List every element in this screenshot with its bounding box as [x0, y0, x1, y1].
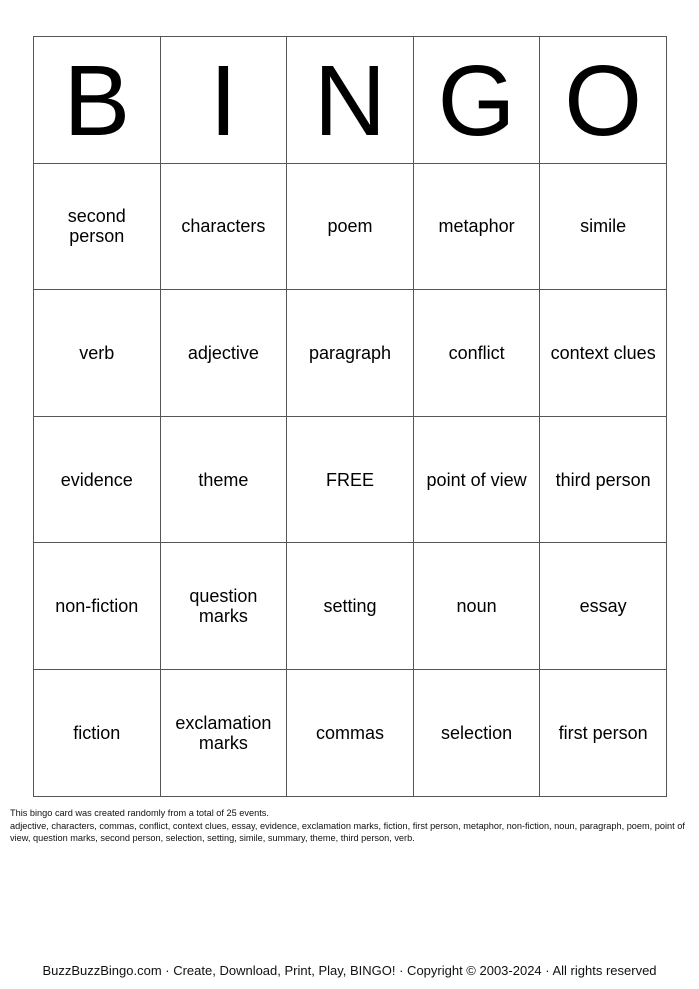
card-cell: paragraph: [287, 290, 414, 417]
header-letter-g: G: [413, 37, 540, 164]
card-cell: verb: [34, 290, 161, 417]
card-cell: fiction: [34, 669, 161, 796]
card-cell: point of view: [413, 416, 540, 543]
card-cell: non-fiction: [34, 543, 161, 670]
card-info: [10, 807, 690, 845]
card-cell: poem: [287, 163, 414, 290]
card-cell: theme: [160, 416, 287, 543]
header-letter-i: I: [160, 37, 287, 164]
card-cell: conflict: [413, 290, 540, 417]
header-letter-n: N: [287, 37, 414, 164]
card-cell: context clues: [540, 290, 667, 417]
card-cell: first person: [540, 669, 667, 796]
card-cell: essay: [540, 543, 667, 670]
card-row: [34, 416, 667, 543]
card-cell: metaphor: [413, 163, 540, 290]
card-cell: question marks: [160, 543, 287, 670]
info-summary: This bingo card was created randomly from a total of 25 events.: [10, 808, 269, 818]
card-cell: evidence: [34, 416, 161, 543]
header-row: [34, 37, 667, 164]
card-cell: second person: [34, 163, 161, 290]
card-row: [34, 543, 667, 670]
card-row: [34, 163, 667, 290]
free-cell: FREE: [287, 416, 414, 543]
card-cell: simile: [540, 163, 667, 290]
card-cell: commas: [287, 669, 414, 796]
header-letter-o: O: [540, 37, 667, 164]
header-letter-b: B: [34, 37, 161, 164]
card-cell: selection: [413, 669, 540, 796]
card-cell: characters: [160, 163, 287, 290]
card-cell: third person: [540, 416, 667, 543]
card-cell: adjective: [160, 290, 287, 417]
card-cell: exclamation marks: [160, 669, 287, 796]
info-event-list: adjective, characters, commas, conflict, context clues, essay, evidence, exclamation marks, fiction, first person, metaphor, non-fiction, noun, paragraph, poem, point of view, question marks, second person, selection, setting, simile, summary, theme, third person, verb.: [10, 820, 685, 843]
card-row: [34, 669, 667, 796]
bingo-card: [33, 36, 667, 797]
card-cell: setting: [287, 543, 414, 670]
card-cell: noun: [413, 543, 540, 670]
footer-copyright: BuzzBuzzBingo.com · Create, Download, Print, Play, BINGO! · Copyright © 2003-2024 · All rights reserved: [42, 963, 657, 978]
card-row: [34, 290, 667, 417]
